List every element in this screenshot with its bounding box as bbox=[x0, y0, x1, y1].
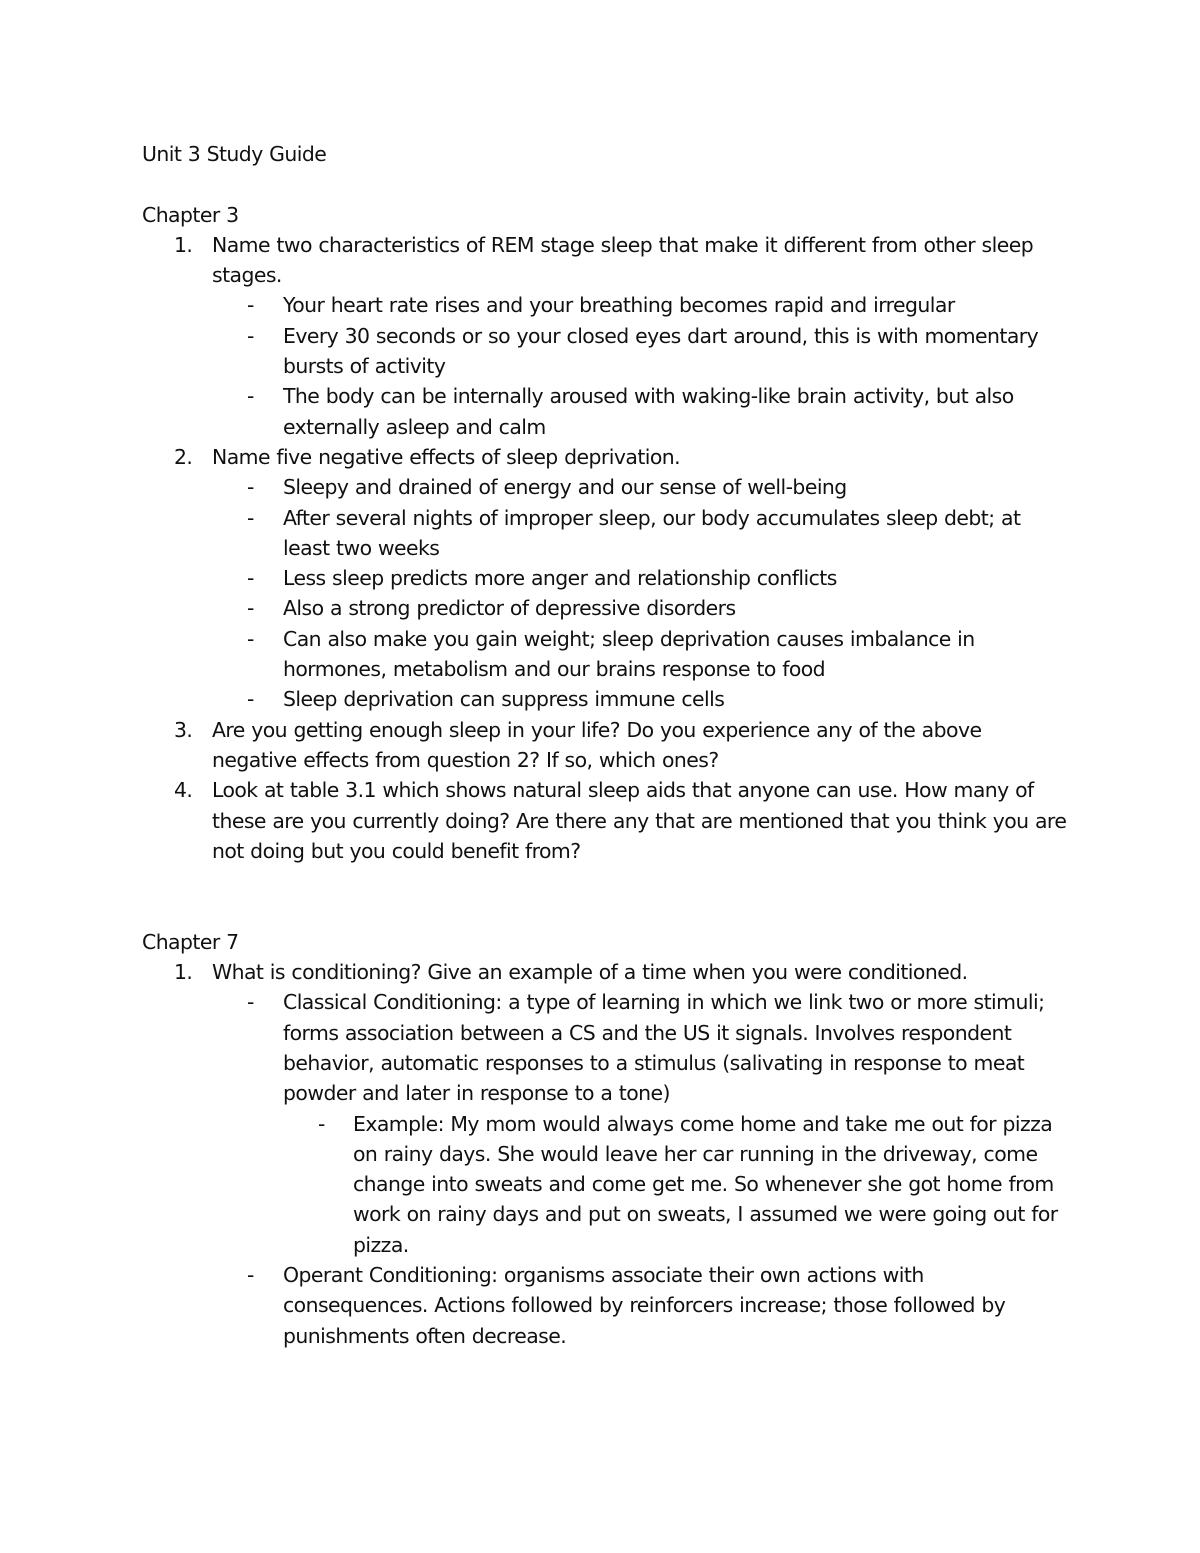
dash-bullet: - bbox=[247, 384, 254, 409]
answer-item bbox=[212, 563, 1072, 593]
question-item bbox=[142, 715, 1072, 776]
answer-item bbox=[212, 593, 1072, 623]
answer-text: Classical Conditioning: a type of learning in which we link two or more stimuli; forms association between a CS and the US it signals. Involves respondent behavior, automatic responses to a stimulus (salivating in response to meat powder and later in response to a tone) bbox=[283, 990, 1045, 1106]
dash-bullet: - bbox=[247, 1262, 254, 1287]
answer-list bbox=[212, 472, 1072, 714]
question-text: Look at table 3.1 which shows natural sleep aids that anyone can use. How many of these are you currently doing? Are there any that are mentioned that you think you are not doing but you could benefit from? bbox=[212, 778, 1067, 863]
answer-text: After several nights of improper sleep, our body accumulates sleep debt; at least two weeks bbox=[283, 505, 1021, 560]
answer-text: Operant Conditioning: organisms associate their own actions with consequences. Actions followed by reinforcers increase; those followed by punishments often decrease. bbox=[283, 1262, 1006, 1348]
chapter-3-section bbox=[142, 200, 1072, 867]
answer-text: Every 30 seconds or so your closed eyes dart around, this is with momentary bursts of activity bbox=[283, 323, 1039, 379]
answer-text: Sleepy and drained of energy and our sense of well-being bbox=[283, 475, 847, 500]
sub-answer-list bbox=[283, 1109, 1072, 1260]
dash-bullet: - bbox=[247, 566, 254, 591]
chapter-heading: Chapter 3 bbox=[142, 202, 239, 227]
question-number: 3. bbox=[174, 717, 193, 742]
dash-bullet: - bbox=[318, 1111, 325, 1136]
chapter-heading: Chapter 7 bbox=[142, 929, 239, 954]
question-number: 4. bbox=[174, 778, 193, 803]
question-item bbox=[142, 230, 1072, 442]
question-item bbox=[142, 442, 1072, 715]
dash-bullet: - bbox=[247, 626, 254, 651]
dash-bullet: - bbox=[247, 293, 254, 318]
question-list bbox=[142, 230, 1072, 866]
question-number: 1. bbox=[174, 960, 193, 985]
sub-answer-text: Example: My mom would always come home and take me out for pizza on rainy days. She would leave her car running in the driveway, come change into sweats and come get me. So whenever she got home from work on rainy days and put on sweats, I assumed we were going out for pizza. bbox=[353, 1111, 1058, 1257]
answer-item bbox=[212, 684, 1072, 714]
question-list bbox=[142, 957, 1072, 1351]
answer-item bbox=[212, 472, 1072, 502]
question-number: 1. bbox=[174, 232, 193, 257]
question-text: Are you getting enough sleep in your life? Do you experience any of the above negative effects from question 2? If so, which ones? bbox=[212, 717, 982, 772]
dash-bullet: - bbox=[247, 990, 254, 1015]
chapter-7-section bbox=[142, 927, 1072, 1351]
answer-item bbox=[212, 1260, 1072, 1351]
answer-item bbox=[212, 503, 1072, 564]
dash-bullet: - bbox=[247, 475, 254, 500]
answer-item bbox=[212, 321, 1072, 382]
question-item bbox=[142, 957, 1072, 1351]
question-text: Name five negative effects of sleep deprivation. bbox=[212, 444, 681, 469]
sub-answer-item bbox=[283, 1109, 1072, 1260]
answer-text: Less sleep predicts more anger and relationship conflicts bbox=[283, 566, 837, 591]
answer-text: Your heart rate rises and your breathing becomes rapid and irregular bbox=[283, 293, 955, 318]
answer-text: The body can be internally aroused with waking-like brain activity, but also externally asleep and calm bbox=[283, 384, 1014, 439]
document-title: Unit 3 Study Guide bbox=[142, 142, 327, 166]
answer-item bbox=[212, 290, 1072, 320]
answer-text: Also a strong predictor of depressive disorders bbox=[283, 596, 736, 621]
answer-item bbox=[212, 624, 1072, 685]
question-text: What is conditioning? Give an example of a time when you were conditioned. bbox=[212, 960, 968, 985]
question-text: Name two characteristics of REM stage sleep that make it different from other sleep stages. bbox=[212, 232, 1034, 288]
answer-text: Can also make you gain weight; sleep deprivation causes imbalance in hormones, metabolism and our brains response to food bbox=[283, 626, 975, 682]
dash-bullet: - bbox=[247, 505, 254, 530]
blank-line bbox=[142, 169, 1072, 199]
blank-lines bbox=[142, 866, 1072, 927]
answer-item bbox=[212, 381, 1072, 442]
answer-item bbox=[212, 987, 1072, 1260]
answer-list bbox=[212, 987, 1072, 1351]
answer-list bbox=[212, 290, 1072, 441]
dash-bullet: - bbox=[247, 687, 254, 712]
answer-text: Sleep deprivation can suppress immune cells bbox=[283, 687, 725, 712]
question-number: 2. bbox=[174, 444, 193, 469]
dash-bullet: - bbox=[247, 323, 254, 348]
document-content bbox=[142, 139, 1072, 1351]
dash-bullet: - bbox=[247, 596, 254, 621]
question-item bbox=[142, 775, 1072, 866]
